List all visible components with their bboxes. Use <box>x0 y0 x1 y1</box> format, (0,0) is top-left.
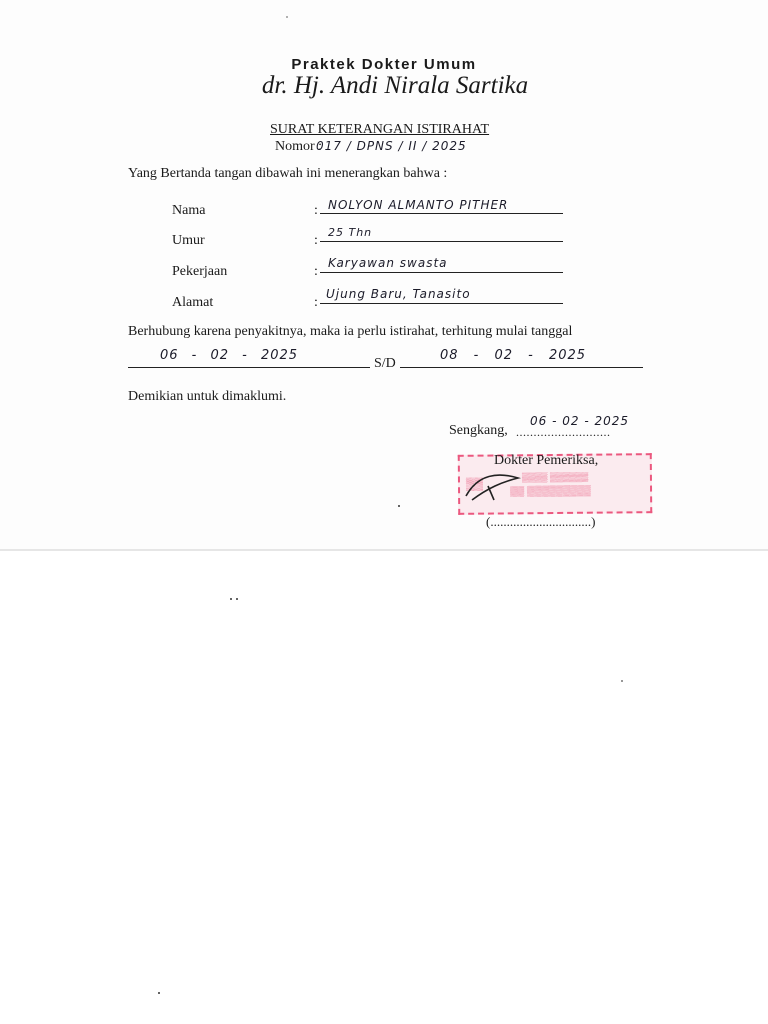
scan-speck <box>158 992 160 994</box>
page-edge <box>0 549 768 551</box>
scan-speck <box>398 505 400 507</box>
closing-text: Demikian untuk dimaklumi. <box>128 389 287 404</box>
field-colon: : <box>314 203 318 218</box>
scan-speck <box>230 598 232 600</box>
field-value-occupation: Karyawan swasta <box>328 256 448 270</box>
field-line <box>320 303 563 304</box>
scan-speck <box>286 16 288 18</box>
start-date-line <box>128 367 370 368</box>
end-date-line <box>400 367 643 368</box>
field-colon: : <box>314 233 318 248</box>
field-value-address: Ujung Baru, Tanasito <box>326 287 471 301</box>
field-colon: : <box>314 264 318 279</box>
signature-scribble <box>458 466 538 506</box>
letter-number-label: Nomor : <box>275 139 323 154</box>
field-label-address: Alamat <box>172 295 214 310</box>
scan-speck <box>621 680 623 682</box>
field-value-name: NOLYON ALMANTO PITHER <box>328 198 509 212</box>
rest-end-date: 08 - 02 - 2025 <box>440 348 587 363</box>
practice-title: Praktek Dokter Umum <box>291 56 477 73</box>
rest-start-date: 06 - 02 - 2025 <box>160 348 299 363</box>
field-colon: : <box>314 295 318 310</box>
field-value-age: 25 Thn <box>328 226 373 239</box>
signature-date: 06 - 02 - 2025 <box>530 414 629 428</box>
doctor-name: dr. Hj. Andi Nirala Sartika <box>261 72 529 99</box>
letter-title: SURAT KETERANGAN ISTIRAHAT <box>270 122 490 137</box>
intro-text: Yang Bertanda tangan dibawah ini menerangkan bahwa : <box>128 166 448 181</box>
signature-date-dots: ........................... <box>516 425 611 439</box>
field-line <box>320 272 563 273</box>
field-label-name: Nama <box>172 203 206 218</box>
signature-role: Dokter Pemeriksa, <box>494 453 599 468</box>
sd-label: S/D <box>374 356 396 371</box>
field-line <box>320 241 563 242</box>
signature-name-placeholder: (...............................) <box>486 514 596 529</box>
signature-place: Sengkang, <box>449 423 508 438</box>
field-label-age: Umur <box>172 233 205 248</box>
rest-sentence: Berhubung karena penyakitnya, maka ia perlu istirahat, terhitung mulai tanggal <box>128 324 573 339</box>
letter-number-value: 017 / DPNS / II / 2025 <box>316 139 467 153</box>
scan-speck <box>236 598 238 600</box>
clinic-stamp: ▒▒▒▒ ▒▒▒▒▒▒ ▒▒ ▒▒▒▒▒▒▒▒▒ ▒▒ <box>458 453 653 515</box>
field-label-occupation: Pekerjaan <box>172 264 228 279</box>
field-line <box>320 213 563 214</box>
